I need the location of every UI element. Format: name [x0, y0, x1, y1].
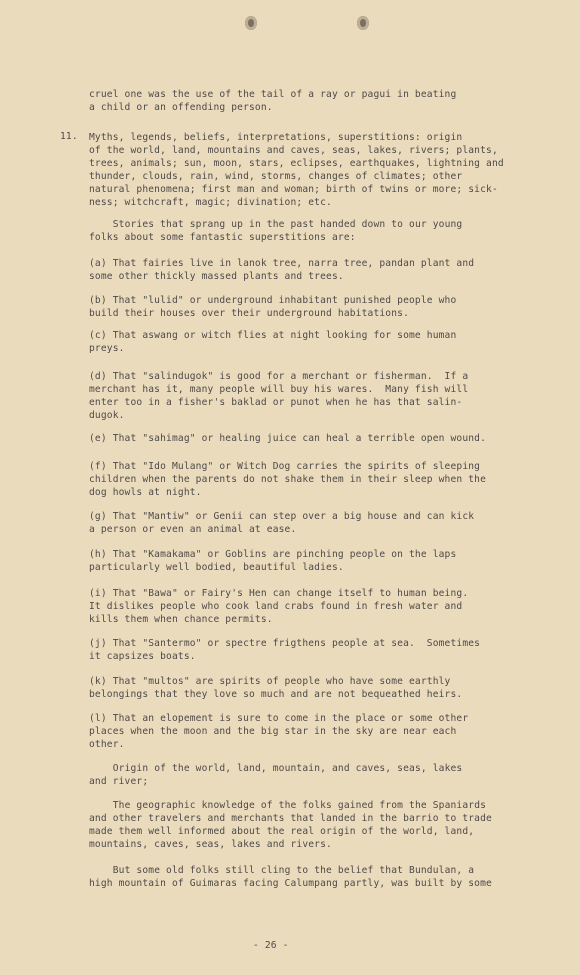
section-number: 11. [60, 131, 78, 142]
item-e: (e) That "sahimag" or healing juice can heal a terrible open wound. [89, 433, 487, 444]
punch-hole-right [357, 16, 369, 30]
item-c: (c) That aswang or witch flies at night looking for some human preys. [89, 330, 457, 354]
item-d: (d) That "salindugok" is good for a merchant or fisherman. If a merchant has it, many people will buy his wares. Many fish will enter too in a fisher's baklad or punot when he has that salin- dugok. [89, 371, 469, 421]
page-number: - 26 - [253, 940, 289, 951]
paragraph-geographic-knowledge: The geographic knowledge of the folks gained from the Spaniards and other travelers and merchants that landed in the barrio to trade made them well informed about the real origin of the world, land, mountains, caves, seas, lakes and rivers. [89, 800, 492, 850]
paragraph-cruel-punishment: cruel one was the use of the tail of a ray or pagui in beating a child or an offending person. [89, 89, 457, 113]
paragraph-stories-intro: Stories that sprang up in the past handed down to our young folks about some fantastic superstitions are: [89, 219, 463, 243]
item-f: (f) That "Ido Mulang" or Witch Dog carries the spirits of sleeping children when the parents do not shake them in their sleep when the dog howls at night. [89, 461, 487, 498]
item-i: (i) That "Bawa" or Fairy's Hen can change itself to human being. It dislikes people who cook land crabs found in fresh water and kills them when chance permits. [89, 588, 469, 625]
item-h: (h) That "Kamakama" or Goblins are pinching people on the laps particularly well bodied, beautiful ladies. [89, 549, 457, 573]
item-b: (b) That "lulid" or underground inhabitant punished people who build their houses over their underground habitations. [89, 295, 457, 319]
item-j: (j) That "Santermo" or spectre frigthens people at sea. Sometimes it capsizes boats. [89, 638, 481, 662]
item-a: (a) That fairies live in lanok tree, narra tree, pandan plant and some other thickly massed plants and trees. [89, 258, 475, 282]
paragraph-origin-heading: Origin of the world, land, mountain, and caves, seas, lakes and river; [89, 763, 463, 787]
item-k: (k) That "multos" are spirits of people who have some earthly belongings that they love so much and are not bequeathed heirs. [89, 676, 463, 700]
punch-hole-left [245, 16, 257, 30]
item-g: (g) That "Mantiw" or Genii can step over a big house and can kick a person or even an animal at ease. [89, 511, 475, 535]
item-l: (l) That an elopement is sure to come in the place or some other places when the moon and the big star in the sky are near each other. [89, 713, 469, 750]
paragraph-bundulan: But some old folks still cling to the belief that Bundulan, a high mountain of Guimaras facing Calumpang partly, was built by some [89, 865, 492, 889]
section-11-heading: Myths, legends, beliefs, interpretations, superstitions: origin of the world, land, mountains and caves, seas, lakes, rivers; plants, trees, animals; sun, moon, stars, eclipses, earthquakes, lightning and thunder, clouds, rain, wind, storms, changes of climates; other natural phenomena; first man and woman; birth of twins or more; sick- ness; witchcraft, magic; divination; etc. [89, 132, 504, 208]
